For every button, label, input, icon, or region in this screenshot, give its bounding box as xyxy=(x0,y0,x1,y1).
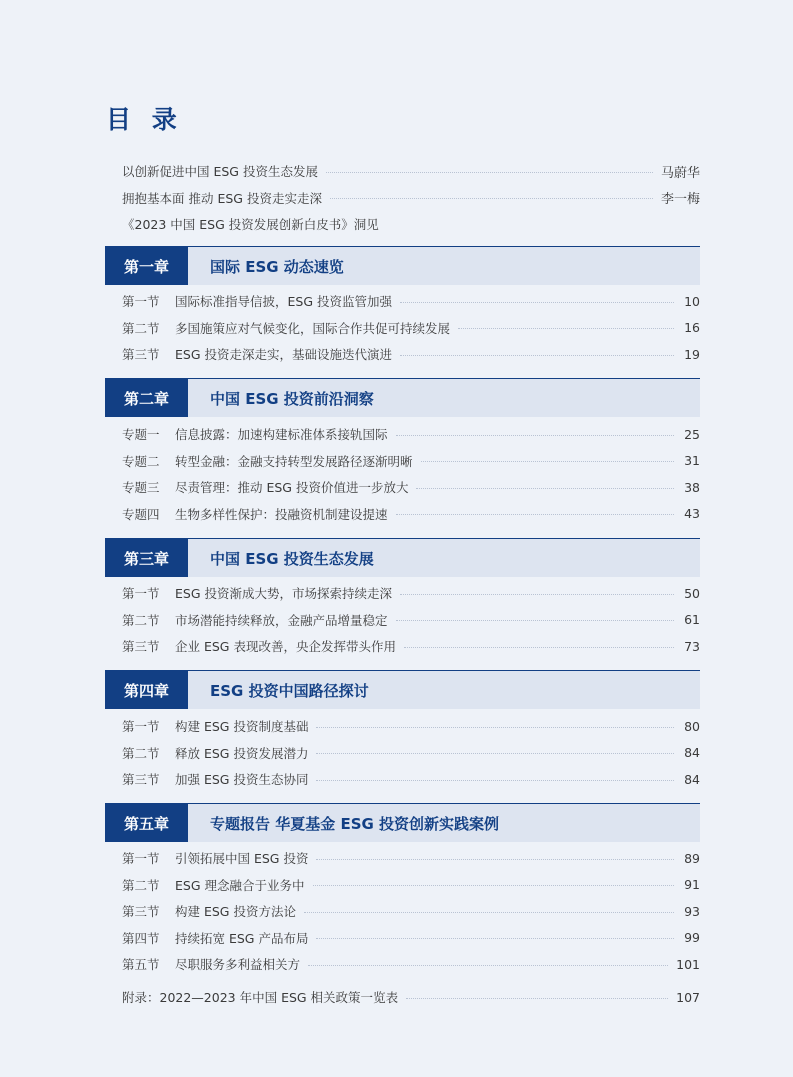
toc-entry[interactable] xyxy=(122,925,700,952)
chapter-1-sections xyxy=(122,288,700,368)
page-number: 84 xyxy=(684,745,700,761)
chapter-number: 第一章 xyxy=(105,247,188,285)
chapter-header-4[interactable] xyxy=(105,670,700,709)
section-tag: 第二节 xyxy=(122,745,160,761)
toc-entry[interactable] xyxy=(122,766,700,793)
dot-leader xyxy=(406,998,668,999)
toc-entry[interactable] xyxy=(122,898,700,925)
chapter-number: 第四章 xyxy=(105,671,188,709)
dot-leader xyxy=(330,198,653,199)
section-tag: 第四节 xyxy=(122,930,160,946)
section-title: 多国施策应对气候变化，国际合作共促可持续发展 xyxy=(175,320,451,336)
toc-entry[interactable] xyxy=(122,341,700,368)
chapter-header-3[interactable] xyxy=(105,538,700,577)
dot-leader xyxy=(316,727,674,728)
toc-entry[interactable] xyxy=(122,633,700,660)
section-title: 构建 ESG 投资方法论 xyxy=(175,904,296,920)
dot-leader xyxy=(313,885,675,886)
dot-leader xyxy=(400,594,674,595)
chapter-title: 中国 ESG 投资生态发展 xyxy=(210,549,374,568)
intro-text: 以创新促进中国 ESG 投资生态发展 xyxy=(122,164,318,180)
page-number: 31 xyxy=(684,453,700,469)
chapter-title: 专题报告 华夏基金 ESG 投资创新实践案例 xyxy=(210,814,500,833)
intro-row[interactable] xyxy=(122,158,700,185)
intro-author: 李一梅 xyxy=(660,192,700,208)
section-tag: 第一节 xyxy=(122,586,160,602)
toc-entry[interactable] xyxy=(122,845,700,872)
page-number: 10 xyxy=(684,293,700,309)
section-title: 企业 ESG 表现改善，央企发挥带头作用 xyxy=(175,639,396,655)
page-number: 50 xyxy=(684,585,700,601)
section-tag: 第二节 xyxy=(122,320,160,336)
section-tag: 专题一 xyxy=(122,427,160,443)
section-tag: 第一节 xyxy=(122,851,160,867)
toc-entry[interactable] xyxy=(122,315,700,342)
dot-leader xyxy=(400,302,674,303)
chapter-header-1[interactable] xyxy=(105,246,700,285)
section-title: ESG 投资渐成大势，市场探索持续走深 xyxy=(175,586,392,602)
section-title: ESG 理念融合于业务中 xyxy=(175,877,305,893)
section-tag: 专题四 xyxy=(122,506,160,522)
section-title: 市场潜能持续释放，金融产品增量稳定 xyxy=(175,612,388,628)
section-title: 引领拓展中国 ESG 投资 xyxy=(175,851,309,867)
dot-leader xyxy=(404,647,674,648)
section-tag: 第二节 xyxy=(122,877,160,893)
section-title: 信息披露：加速构建标准体系接轨国际 xyxy=(175,427,388,443)
dot-leader xyxy=(316,780,674,781)
chapter-number: 第五章 xyxy=(105,804,188,842)
page-number: 89 xyxy=(684,850,700,866)
chapter-2-sections xyxy=(122,421,700,527)
chapter-title: 国际 ESG 动态速览 xyxy=(210,257,344,276)
toc-entry[interactable] xyxy=(122,501,700,528)
dot-leader xyxy=(316,938,674,939)
toc-entry[interactable] xyxy=(122,288,700,315)
page-number: 16 xyxy=(684,320,700,336)
section-title: ESG 投资走深走实，基础设施迭代演进 xyxy=(175,347,392,363)
chapter-4-sections xyxy=(122,713,700,793)
section-title: 尽职服务多利益相关方 xyxy=(175,957,301,973)
toc-entry[interactable] xyxy=(122,951,700,978)
section-tag: 第三节 xyxy=(122,639,160,655)
appendix-title: 附录：2022—2023 年中国 ESG 相关政策一览表 xyxy=(122,990,399,1006)
dot-leader xyxy=(308,965,668,966)
page-number: 84 xyxy=(684,771,700,787)
section-tag: 专题三 xyxy=(122,480,160,496)
section-title: 构建 ESG 投资制度基础 xyxy=(175,719,309,735)
intro-row[interactable] xyxy=(122,211,700,238)
dot-leader xyxy=(316,859,674,860)
section-tag: 第三节 xyxy=(122,772,160,788)
section-title: 生物多样性保护：投融资机制建设提速 xyxy=(175,506,388,522)
dot-leader xyxy=(304,912,674,913)
intro-row[interactable] xyxy=(122,185,700,212)
appendix xyxy=(122,984,700,1011)
section-title: 尽责管理：推动 ESG 投资价值进一步放大 xyxy=(175,480,409,496)
dot-leader xyxy=(396,514,674,515)
section-tag: 第一节 xyxy=(122,719,160,735)
section-tag: 第五节 xyxy=(122,957,160,973)
section-title: 国际标准指导信披，ESG 投资监管加强 xyxy=(175,294,392,310)
toc-entry-appendix[interactable] xyxy=(122,984,700,1011)
page-number: 99 xyxy=(684,930,700,946)
intro-list xyxy=(122,158,700,238)
section-title: 释放 ESG 投资发展潜力 xyxy=(175,745,309,761)
page-number: 93 xyxy=(684,903,700,919)
dot-leader xyxy=(396,620,674,621)
toc-entry[interactable] xyxy=(122,740,700,767)
chapter-number: 第二章 xyxy=(105,379,188,417)
chapter-number: 第三章 xyxy=(105,539,188,577)
chapter-header-5[interactable] xyxy=(105,803,700,842)
dot-leader xyxy=(421,461,674,462)
toc-entry[interactable] xyxy=(122,448,700,475)
toc-entry[interactable] xyxy=(122,607,700,634)
page-number: 107 xyxy=(676,989,700,1005)
section-title: 持续拓宽 ESG 产品布局 xyxy=(175,930,309,946)
intro-author: 马蔚华 xyxy=(660,165,700,181)
toc-title: 目 录 xyxy=(106,105,183,134)
chapter-title: ESG 投资中国路径探讨 xyxy=(210,681,369,700)
dot-leader xyxy=(416,488,674,489)
page-number: 19 xyxy=(684,346,700,362)
section-tag: 第三节 xyxy=(122,904,160,920)
toc-entry[interactable] xyxy=(122,580,700,607)
dot-leader xyxy=(458,328,674,329)
section-tag: 第一节 xyxy=(122,294,160,310)
page-number: 80 xyxy=(684,718,700,734)
page-number: 43 xyxy=(684,506,700,522)
dot-leader xyxy=(396,435,674,436)
section-title: 加强 ESG 投资生态协同 xyxy=(175,772,309,788)
section-tag: 第二节 xyxy=(122,612,160,628)
intro-text: 拥抱基本面 推动 ESG 投资走实走深 xyxy=(122,190,322,206)
toc-entry[interactable] xyxy=(122,713,700,740)
chapter-header-2[interactable] xyxy=(105,378,700,417)
dot-leader xyxy=(316,753,674,754)
dot-leader xyxy=(400,355,674,356)
intro-text: 《2023 中国 ESG 投资发展创新白皮书》洞见 xyxy=(122,217,379,233)
page-number: 91 xyxy=(684,877,700,893)
section-tag: 第三节 xyxy=(122,347,160,363)
chapter-5-sections xyxy=(122,845,700,978)
page-number: 73 xyxy=(684,638,700,654)
page-number: 38 xyxy=(684,479,700,495)
chapter-3-sections xyxy=(122,580,700,660)
page-number: 25 xyxy=(684,426,700,442)
dot-leader xyxy=(326,172,653,173)
section-title: 转型金融：金融支持转型发展路径逐渐明晰 xyxy=(175,453,413,469)
page-number: 61 xyxy=(684,612,700,628)
toc-entry[interactable] xyxy=(122,421,700,448)
section-tag: 专题二 xyxy=(122,453,160,469)
chapter-title: 中国 ESG 投资前沿洞察 xyxy=(210,389,374,408)
toc-entry[interactable] xyxy=(122,872,700,899)
page-number: 101 xyxy=(676,956,700,972)
toc-entry[interactable] xyxy=(122,474,700,501)
